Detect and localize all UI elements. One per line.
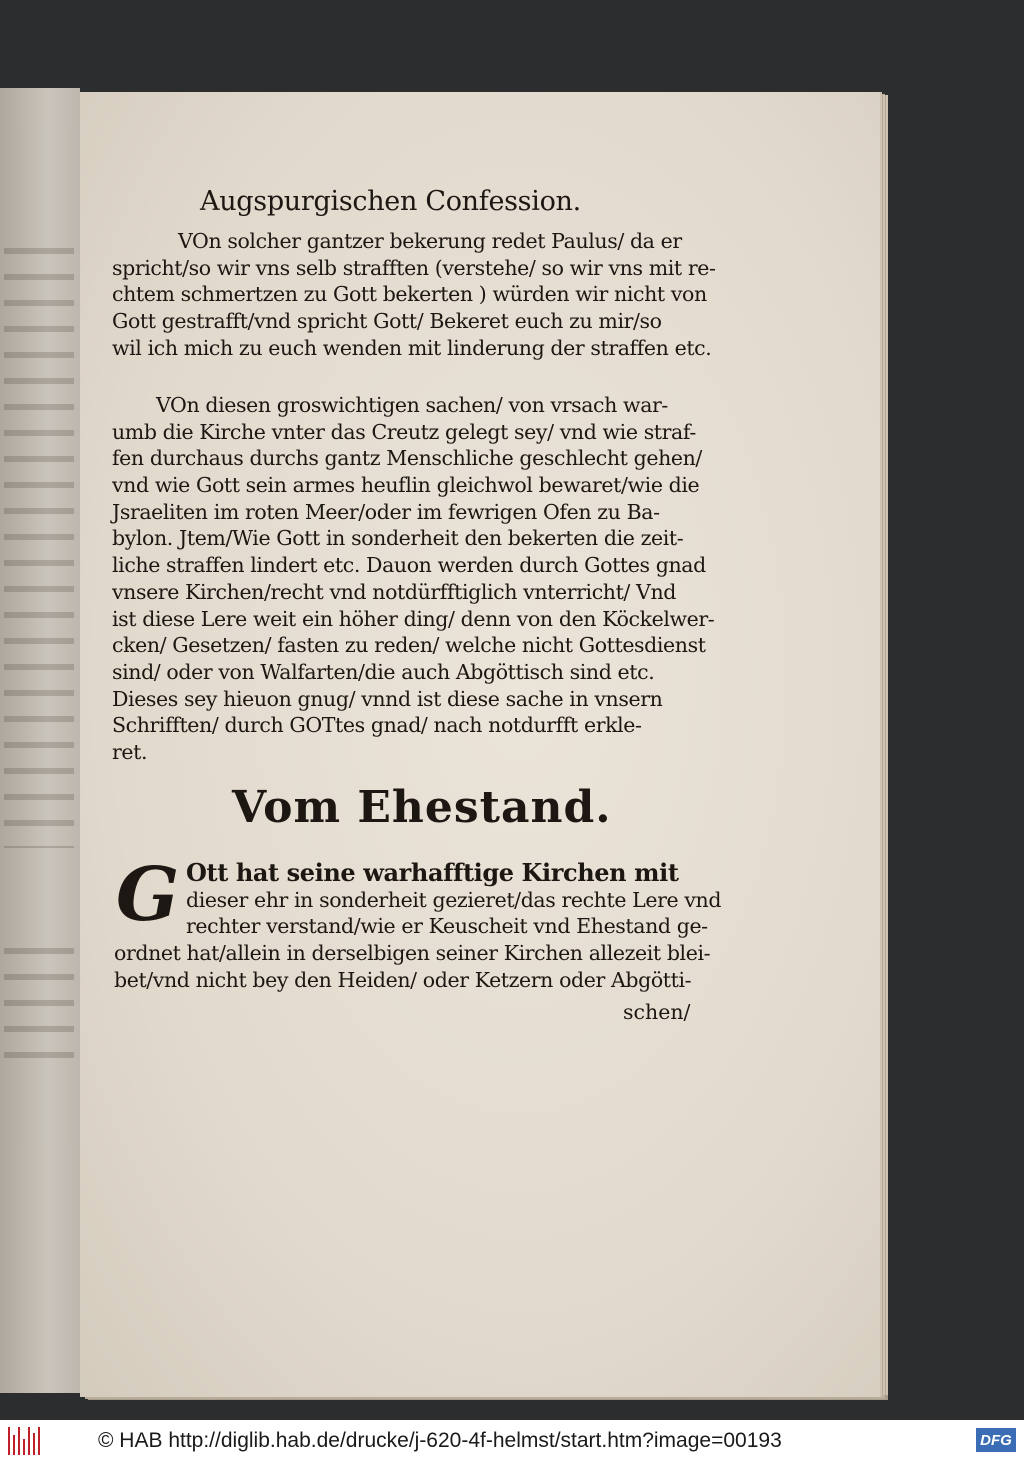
text-line: spricht/so wir vns selb strafften (verstehe/ so wir vns mit re- [112, 255, 716, 280]
text-line: bylon. Jtem/Wie Gott in sonderheit den bekerten die zeit- [112, 526, 684, 551]
text-line: ret. [112, 739, 148, 764]
text-line: Schrifften/ durch GOTtes gnad/ nach notdurfft erkle- [112, 713, 642, 738]
text-line: liche straffen lindert etc. Dauon werden durch Gottes gnad [112, 553, 706, 578]
text-line: rechter verstand/wie er Keuscheit vnd Ehestand ge- [186, 914, 708, 939]
footer-bar [0, 1420, 1024, 1461]
text-line: Ott hat seine warhafftige Kirchen mit [186, 858, 679, 887]
text-line: wil ich mich zu euch wenden mit linderung der straffen etc. [112, 335, 712, 360]
text-line: sind/ oder von Walfarten/die auch Abgöttisch sind etc. [112, 659, 655, 684]
text-line: VOn solcher gantzer bekerung redet Paulus/ da er [178, 229, 682, 253]
paragraph-3 [114, 858, 722, 993]
text-line: Dieses sey hieuon gnug/ vnnd ist diese sache in vnsern [112, 686, 663, 711]
dfg-logo: DFG [976, 1428, 1016, 1452]
text-line: vnsere Kirchen/recht vnd notdürfftiglich vnterricht/ Vnd [112, 579, 676, 604]
facing-page-text-bleed-lower [4, 948, 74, 1068]
paragraph-1 [112, 228, 716, 361]
text-line: fen durchaus durchs gantz Menschliche geschlecht gehen/ [112, 446, 702, 471]
text-line: bet/vnd nicht bey den Heiden/ oder Ketzern oder Abgötti- [114, 967, 692, 992]
text-line: chtem schmertzen zu Gott bekerten ) würden wir nicht von [112, 282, 707, 307]
drop-cap: G [116, 852, 180, 938]
text-line: cken/ Gesetzen/ fasten zu reden/ welche nicht Gottesdienst [112, 633, 706, 658]
text-line: ordnet hat/allein in derselbigen seiner Kirchen allezeit blei- [114, 941, 711, 966]
copyright-link[interactable]: © HAB http://diglib.hab.de/drucke/j-620-4f-helmst/start.htm?image=00193 [98, 1429, 782, 1452]
text-line: Jsraeliten im roten Meer/oder im fewrigen Ofen zu Ba- [112, 499, 660, 524]
hab-barcode-logo-icon [8, 1427, 48, 1455]
text-line: vnd wie Gott sein armes heuflin gleichwol bewaret/wie die [112, 473, 700, 498]
facing-page-edge [0, 88, 80, 1393]
section-heading: Vom Ehestand. [232, 782, 612, 833]
text-line: Gott gestrafft/vnd spricht Gott/ Bekeret euch zu mir/so [112, 309, 662, 334]
text-line: VOn diesen groswichtigen sachen/ von vrsach war- [156, 393, 668, 417]
text-line: dieser ehr in sonderheit gezieret/das rechte Lere vnd [186, 887, 722, 912]
paragraph-2 [112, 392, 715, 766]
text-line: ist diese Lere weit ein höher ding/ denn von den Köckelwer- [112, 606, 715, 631]
catchword: schen/ [623, 1000, 691, 1024]
running-head: Augspurgischen Confession. [200, 186, 581, 217]
facing-page-text-bleed [4, 248, 74, 848]
text-line: umb die Kirche vnter das Creutz gelegt sey/ vnd wie straf- [112, 419, 696, 444]
page-stack-edge [880, 95, 888, 1395]
